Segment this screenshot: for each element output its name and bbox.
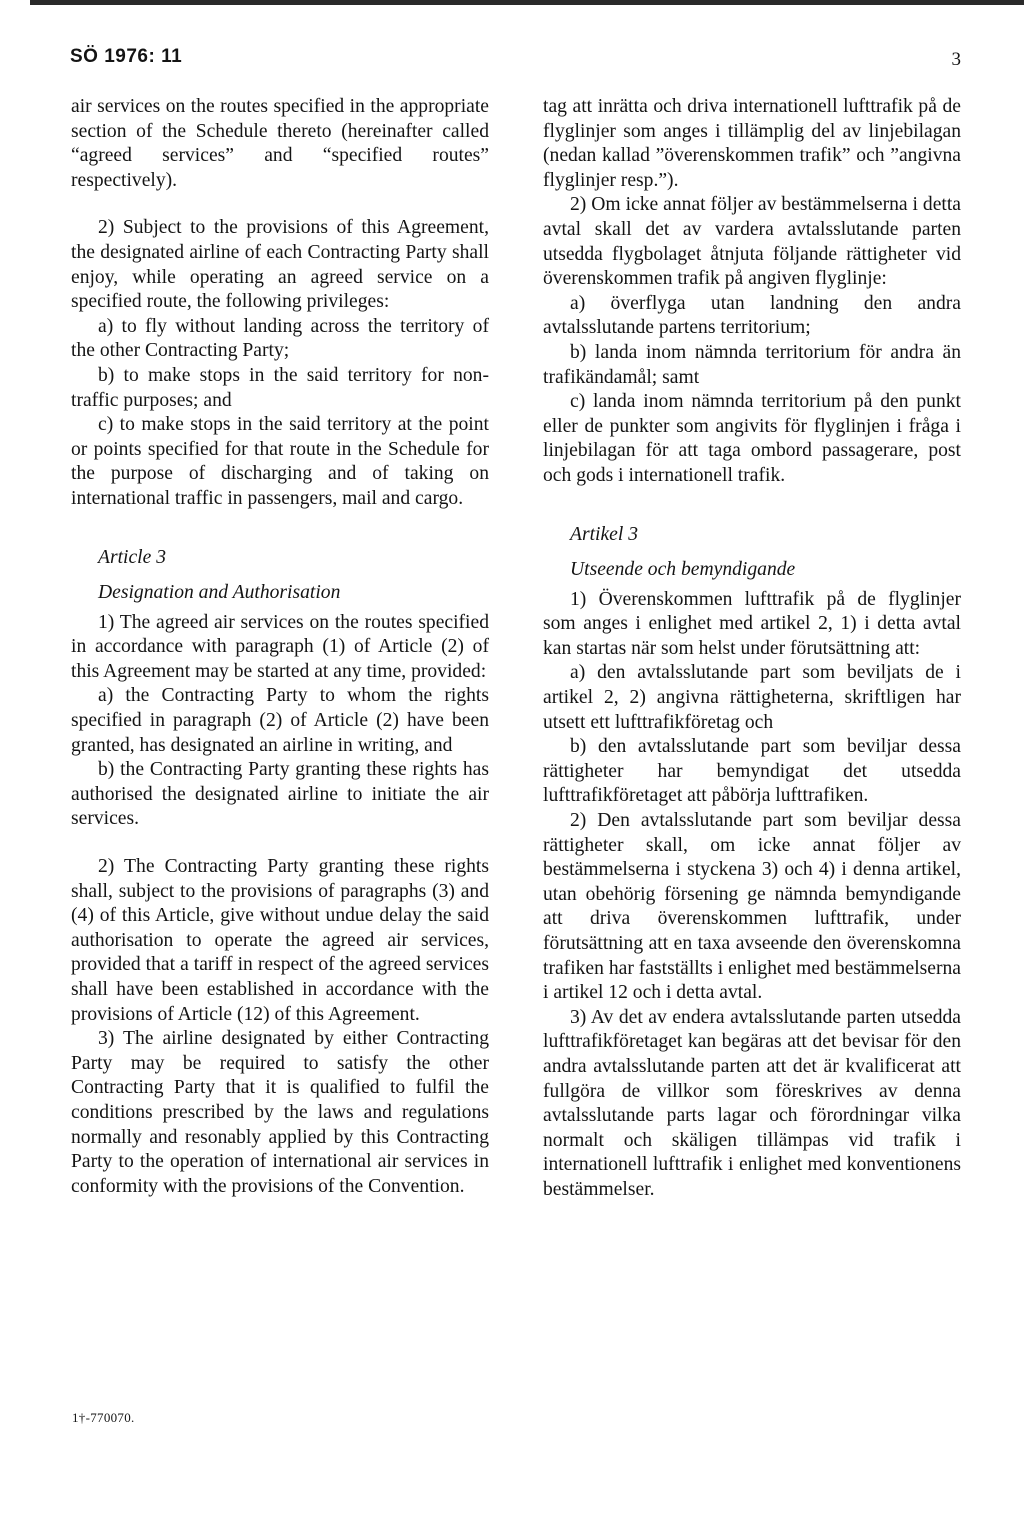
paragraph: air services on the routes specified in the appropriate section of the Schedule thereto (hereinafter called “agreed services” and “specified routes” respectively).: [71, 96, 489, 191]
paragraph: 3) The airline designated by either Contracting Party may be required to satisfy the other Contracting Party that it is qualified to fulfil the conditions prescribed by the laws and regulations normally and resonably applied by this Contracting Party to the operation of international air services in conformity with the provisions of the Convention.: [71, 1028, 489, 1197]
paragraph: a) den avtalsslutande part som beviljats de i artikel 2, 2) angivna rättigheterna, skriftligen har utsett ett lufttrafikföretag och: [543, 662, 961, 733]
article-subtitle: Utseende och bemyndigande: [570, 559, 796, 581]
paragraph: c) landa inom nämnda territorium på den punkt eller de punkter som angivits för flyglinjen i fråga i linjebilagan för att taga ombord passagerare, post och gods i internationell trafik.: [543, 391, 961, 486]
paragraph: tag att inrätta och driva internationell lufttrafik på de flyglinjer som anges i tillämplig del av linjebilagan (nedan kallad ”överenskommen trafik” och ”angivna flyglinjer resp.”).: [543, 96, 961, 191]
paragraph: 1) The agreed air services on the routes specified in accordance with paragraph (1) of Article (2) of this Agreement may be started at any time, provided:: [71, 611, 489, 682]
page-number: 3: [951, 49, 961, 70]
paragraph: 2) The Contracting Party granting these rights shall, subject to the provisions of paragraphs (3) and (4) of this Article, give without undue delay the said authorisation to operate the agreed air services, provided that a tariff in respect of the agreed services shall have been established in accordance with the provisions of Article (12) of this Agreement.: [71, 856, 489, 1025]
paragraph: 2) Den avtalsslutande part som beviljar dessa rättigheter skall, om icke annat följer av bestämmelserna i styckena 3) och 4) i denna artikel, utan obehörig försening ge nämnda bemyndigande att driva överenskommen lufttrafik, under förutsättning att en taxa avseende den överenskomna trafiken har fastställts i enlighet med bestämmelserna i artikel 12 och i detta avtal.: [543, 810, 961, 1004]
article-subtitle: Designation and Authorisation: [98, 582, 341, 604]
paragraph: c) to make stops in the said territory at the point or points specified for that route in the Schedule for the purpose of discharging and of taking on international traffic in passengers, mail and cargo.: [71, 414, 489, 509]
paragraph: 2) Om icke annat följer av bestämmelserna i detta avtal skall det av vardera avtalsslutande parten utsedda flygbolaget åtnjuta följande rättigheter vid överenskommen trafik på angiven flyglinje:: [543, 194, 961, 290]
paragraph: a) the Contracting Party to whom the rights specified in paragraph (2) of Article (2) have been granted, has designated an airline in writing, and: [71, 685, 489, 756]
paragraph: b) the Contracting Party granting these rights has authorised the designated airline to initiate the air services.: [71, 759, 489, 830]
article-title: Article 3: [98, 546, 167, 568]
paragraph: b) den avtalsslutande part som beviljar dessa rättigheter har bemyndigat det utsedda lufttrafikföretaget att påbörja lufttrafiken.: [543, 736, 961, 807]
print-code: 1†-770070.: [72, 1410, 135, 1425]
paragraph: 3) Av det av endera avtalsslutande parten utsedda lufttrafikföretaget kan begäras att det bevisar för den andra avtalsslutande parten att det är kvalificerat att fullgöra de villkor som föreskrives av denna avtalsslutande parts lagar och förordningar vilka normalt och skäligen tillämpas vid trafik i internationell lufttrafik i enlighet med konventionens bestämmelser.: [543, 1006, 961, 1200]
paragraph: 1) Överenskommen lufttrafik på de flyglinjer som anges i enlighet med artikel 2, 1) i detta avtal kan startas när som helst under förutsättning att:: [543, 588, 961, 659]
swedish-column: [543, 95, 961, 1203]
paragraph: b) to make stops in the said territory for non-traffic purposes; and: [71, 364, 489, 411]
paragraph: 2) Subject to the provisions of this Agreement, the designated airline of each Contracting Party shall enjoy, while operating an agreed service on a specified route, the following privileges:: [71, 217, 489, 313]
paragraph: a) överflyga utan landning den andra avtalsslutande partens territorium;: [543, 292, 961, 339]
article-title: Artikel 3: [570, 523, 639, 545]
paragraph: b) landa inom nämnda territorium för andra än trafikändamål; samt: [543, 341, 961, 388]
top-rule: [30, 0, 1024, 5]
english-column: [71, 95, 489, 1199]
document-reference: SÖ 1976: 11: [70, 46, 183, 67]
paragraph: a) to fly without landing across the territory of the other Contracting Party;: [71, 315, 489, 362]
